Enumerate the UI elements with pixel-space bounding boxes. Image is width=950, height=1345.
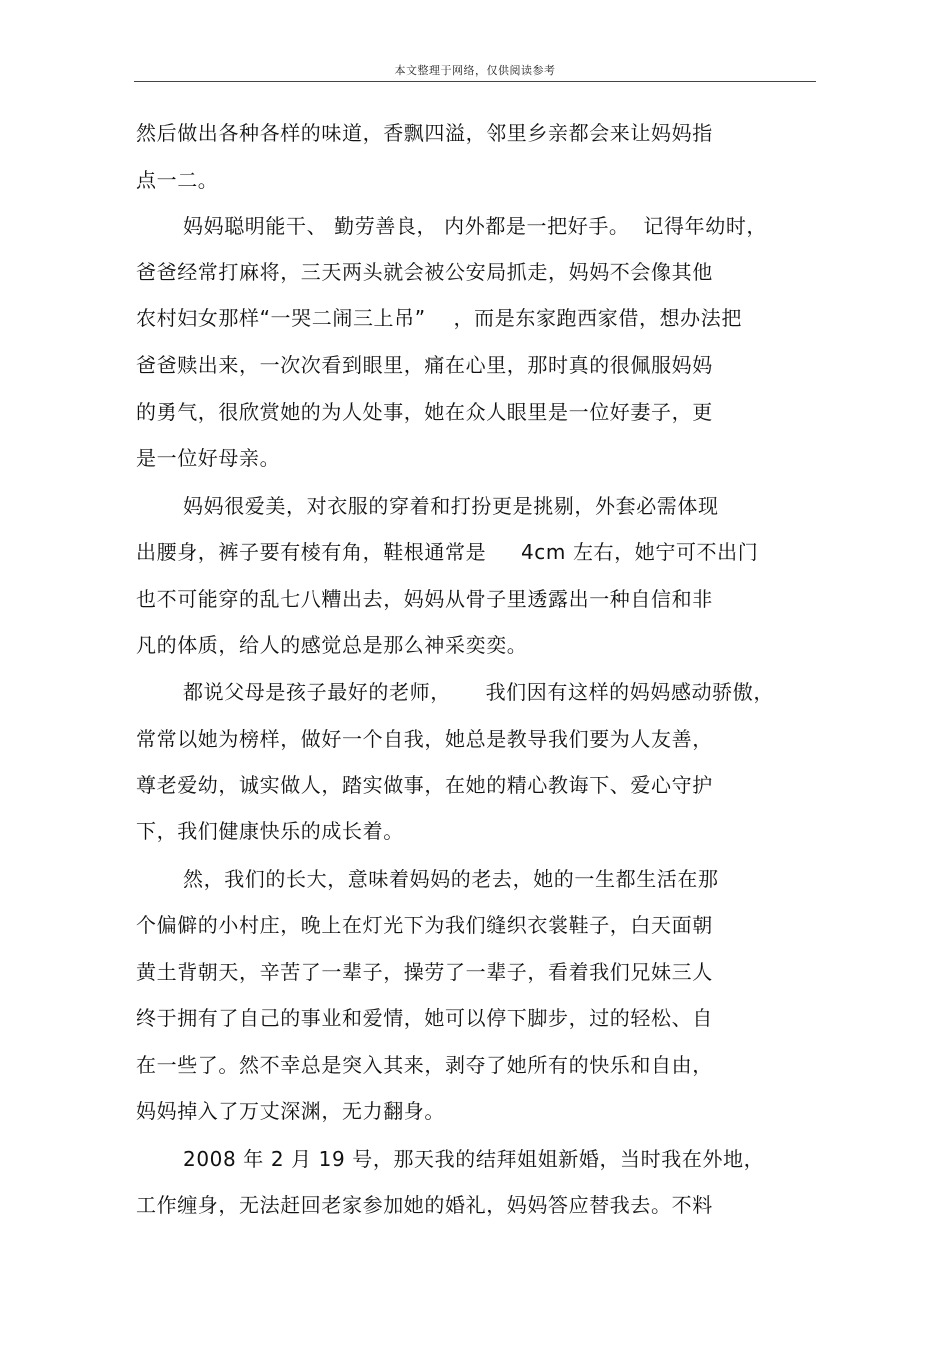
paragraph-first-line: 然，我们的长大，意味着妈妈的老去，她的一生都生活在那 bbox=[183, 867, 719, 891]
text-line: 的勇气，很欣赏她的为人处事，她在众人眼里是一位好妻子，更 bbox=[136, 400, 713, 424]
paragraph-first-line: 妈妈聪明能干、 勤劳善良， 内外都是一把好手。 记得年幼时， bbox=[183, 214, 768, 238]
text-line: 尊老爱幼，诚实做人，踏实做事，在她的精心教诲下、爱心守护 bbox=[136, 773, 713, 797]
text-line: 在一些了。然不幸总是突入其来，剥夺了她所有的快乐和自由， bbox=[136, 1053, 713, 1077]
text-line: 是一位好母亲。 bbox=[136, 446, 281, 470]
text-line: 工作缠身，无法赶回老家参加她的婚礼，妈妈答应替我去。不料 bbox=[136, 1193, 713, 1217]
paragraph-first-line: 妈妈很爱美，对衣服的穿着和打扮更是挑剔，外套必需体现 bbox=[183, 494, 719, 518]
text-line: 常常以她为榜样，做好一个自我，她总是教导我们要为人友善， bbox=[136, 727, 713, 751]
text-line: 然后做出各种各样的味道，香飘四溢，邻里乡亲都会来让妈妈指 bbox=[136, 121, 713, 145]
text-line: 妈妈掉入了万丈深渊，无力翻身。 bbox=[136, 1099, 445, 1123]
text-line: 爸爸经常打麻将，三天两头就会被公安局抓走，妈妈不会像其他 bbox=[136, 260, 713, 284]
text-line: 也不可能穿的乱七八糟出去，妈妈从骨子里透露出一种自信和非 bbox=[136, 587, 713, 611]
text-line: 点一二。 bbox=[136, 168, 219, 192]
text-line: 终于拥有了自己的事业和爱情，她可以停下脚步，过的轻松、自 bbox=[136, 1006, 713, 1030]
text-line: 出腰身，裤子要有棱有角，鞋根通常是 4cm 左右，她宁可不出门 bbox=[136, 540, 759, 564]
text-line: 个偏僻的小村庄，晚上在灯光下为我们缝织衣裳鞋子，白天面朝 bbox=[136, 913, 713, 937]
page-header-note: 本文整理于网络，仅供阅读参考 bbox=[394, 64, 556, 77]
text-line: 下，我们健康快乐的成长着。 bbox=[136, 819, 404, 843]
text-line: 黄土背朝天，辛苦了一辈子，操劳了一辈子，看着我们兄妹三人 bbox=[136, 960, 713, 984]
paragraph-first-line: 2008 年 2 月 19 号，那天我的结拜姐姐新婚，当时我在外地， bbox=[183, 1147, 765, 1171]
text-line: 凡的体质，给人的感觉总是那么神采奕奕。 bbox=[136, 633, 528, 657]
text-line: 爸爸赎出来，一次次看到眼里，痛在心里，那时真的很佩服妈妈 bbox=[136, 353, 713, 377]
paragraph-first-line: 都说父母是孩子最好的老师， 我们因有这样的妈妈感动骄傲， bbox=[183, 680, 774, 704]
text-line: 农村妇女那样“一哭二闹三上吊” ，而是东家跑西家借，想办法把 bbox=[136, 306, 742, 330]
